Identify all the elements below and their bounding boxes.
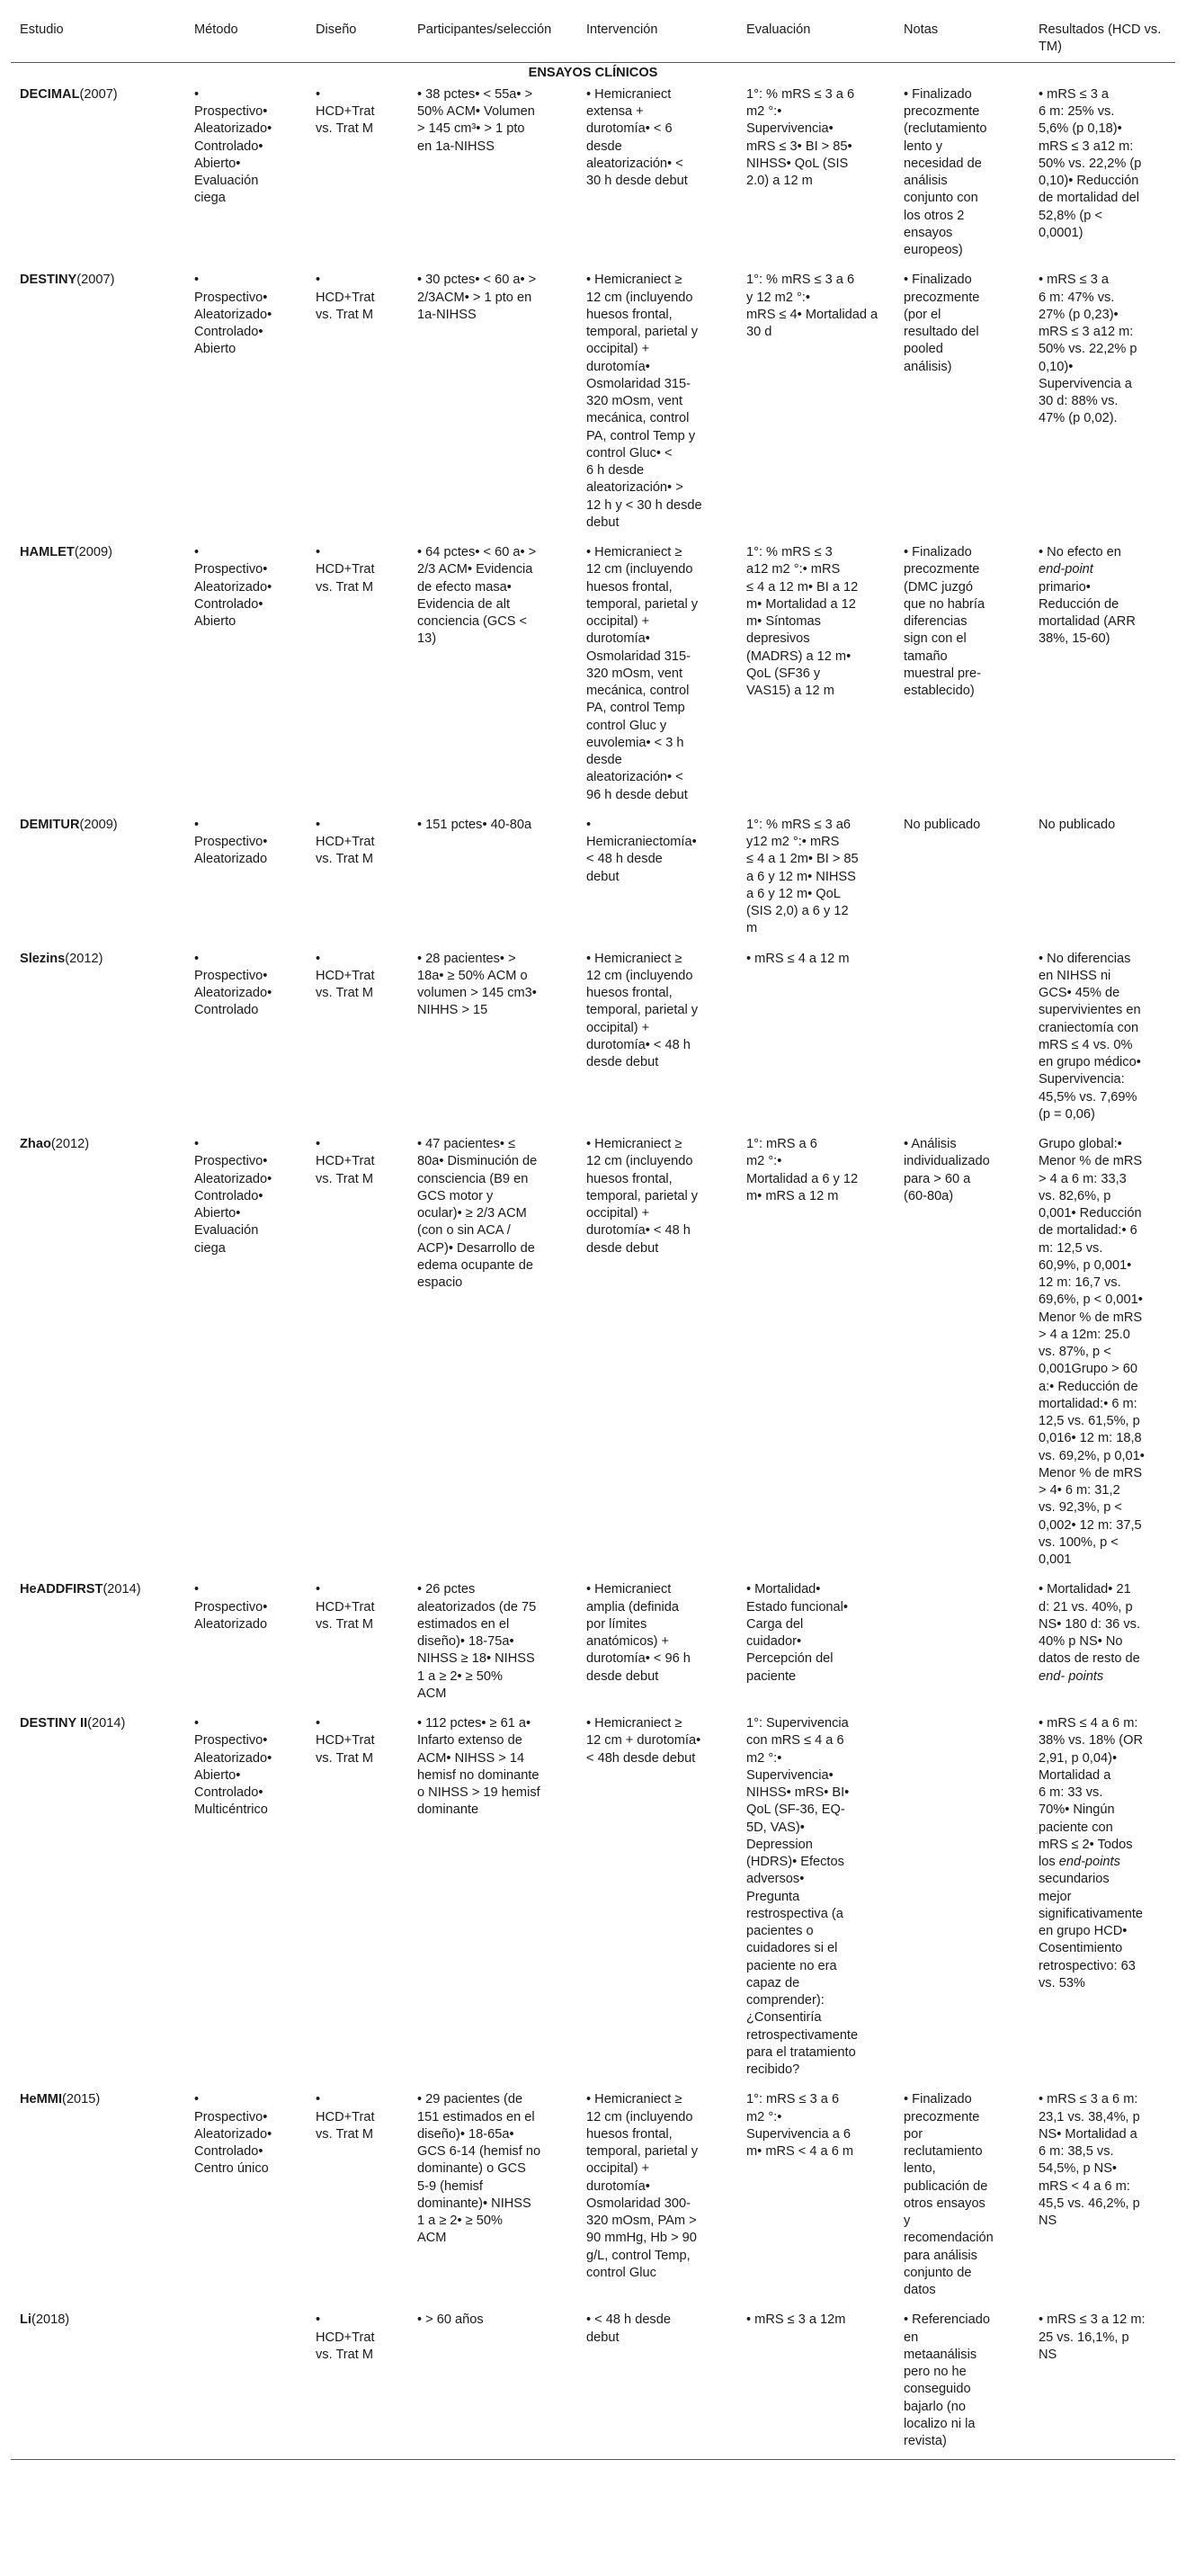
table-row bbox=[11, 541, 1175, 813]
table-row bbox=[11, 268, 1175, 541]
cell-participantes: • 29 pacientes (de 151 estimados en el diseño)• 18-65a• GCS 6-14 (hemisf no dominante) o GCS 5-9 (hemisf dominante)• NIHSS 1 a ≥ 2• ≥ 50% ACM bbox=[417, 2092, 541, 2246]
study-year: (2014) bbox=[87, 1716, 126, 1731]
cell-resultados: • mRS ≤ 3 a 6 m: 23,1 vs. 38,4%, p NS• Mortalidad a 6 m: 38,5 vs. 54,5%, p NS• mRS < 4 a 6 m: 45,5 vs. 46,2%, p NS bbox=[1039, 2092, 1140, 2228]
cell-diseno: • HCD+Trat vs. Trat M bbox=[316, 817, 375, 867]
cell-estudio bbox=[11, 83, 185, 269]
cell-estudio bbox=[11, 2308, 185, 2460]
cell-diseno: • HCD+Trat vs. Trat M bbox=[316, 545, 375, 595]
study-name: Zhao bbox=[20, 1137, 51, 1151]
study-name: HeADDFIRST bbox=[20, 1582, 103, 1597]
cell-evaluacion: 1°: % mRS ≤ 3 a12 m2 °:• mRS ≤ 4 a 12 m• BI a 12 m• Mortalidad a 12 m• Síntomas depresivos (MADRS) a 12 m• QoL (SF36 y VAS15) a 12 m bbox=[746, 545, 859, 698]
cell-metodo: • Prospectivo• Aleatorizado bbox=[194, 817, 268, 867]
study-year: (2015) bbox=[62, 2092, 101, 2107]
cell-metodo: • Prospectivo• Aleatorizado• Controlado• Abierto bbox=[194, 545, 272, 629]
cell-diseno: • HCD+Trat vs. Trat M bbox=[316, 2092, 375, 2142]
cell-resultados: No publicado bbox=[1039, 817, 1116, 832]
cell-evaluacion: 1°: % mRS ≤ 3 a 6 y 12 m2 °:• mRS ≤ 4• Mortalidad a 30 d bbox=[746, 273, 878, 339]
cell-participantes: • 47 pacientes• ≤ 80a• Disminución de consciencia (B9 en GCS motor y ocular)• ≥ 2/3 ACM (con o sin ACA / ACP)• Desarrollo de edema ocupante de espacio bbox=[417, 1137, 538, 1290]
cell-participantes: • 26 pctes aleatorizados (de 75 estimados en el diseño)• 18-75a• NIHSS ≥ 18• NIHSS 1 a ≥ 2• ≥ 50% ACM bbox=[417, 1582, 537, 1701]
header-diseno: Diseño bbox=[307, 14, 408, 62]
cell-resultados: • Mortalidad• 21 d: 21 vs. 40%, p NS• 180 d: 36 vs. 40% p NS• No datos de resto de end- points bbox=[1039, 1582, 1141, 1684]
cell-resultados: • mRS ≤ 3 a 6 m: 25% vs. 5,6% (p 0,18)• mRS ≤ 3 a12 m: 50% vs. 22,2% (p 0,10)• Reducción de mortalidad del 52,8% (p < 0,0001) bbox=[1039, 86, 1142, 240]
study-year: (2014) bbox=[103, 1582, 141, 1597]
study-name: HeMMI bbox=[20, 2092, 63, 2107]
study-year: (2012) bbox=[65, 951, 103, 966]
cell-metodo: • Prospectivo• Aleatorizado• Controlado• Centro único bbox=[194, 2092, 272, 2177]
study-year: (2009) bbox=[79, 817, 118, 832]
cell-evaluacion: • mRS ≤ 4 a 12 m bbox=[746, 951, 850, 966]
study-name: DESTINY bbox=[20, 273, 77, 288]
cell-resultados: • No diferencias en NIHSS ni GCS• 45% de supervivientes en craniectomía con mRS ≤ 4 vs. 0% en grupo médico• Supervivencia: 45,5% vs. 7,69% (p = 0,06) bbox=[1039, 951, 1141, 1122]
cell-participantes: • 151 pctes• 40-80a bbox=[417, 817, 532, 832]
cell-intervencion: • Hemicraniect ≥ 12 cm (incluyendo huesos frontal, temporal, parietal y occipital) + durotomía• < 48 h desde debut bbox=[586, 1137, 699, 1256]
study-name: Li bbox=[20, 2312, 31, 2328]
table-body bbox=[11, 62, 1175, 2460]
study-name: DEMITUR bbox=[20, 817, 80, 832]
study-name: Slezins bbox=[20, 951, 66, 966]
cell-notas bbox=[895, 1578, 1030, 1712]
cell-estudio bbox=[11, 947, 185, 1133]
study-name: DECIMAL bbox=[20, 86, 80, 102]
header-metodo: Método bbox=[185, 14, 307, 62]
cell-diseno: • HCD+Trat vs. Trat M bbox=[316, 273, 375, 322]
table-row bbox=[11, 813, 1175, 947]
header-evaluacion: Evaluación bbox=[737, 14, 895, 62]
cell-evaluacion: 1°: mRS ≤ 3 a 6 m2 °:• Supervivencia a 6 m• mRS < 4 a 6 m bbox=[746, 2092, 854, 2159]
cell-estudio bbox=[11, 268, 185, 541]
cell-notas: • Finalizado precozmente por reclutamiento lento, publicación de otros ensayos y recomendación para análisis conjunto de datos bbox=[904, 2092, 994, 2297]
cell-resultados: • No efecto en end-point primario• Reducción de mortalidad (ARR 38%, 15-60) bbox=[1039, 545, 1136, 647]
cell-metodo: • Prospectivo• Aleatorizado• Abierto• Controlado• Multicéntrico bbox=[194, 1716, 272, 1818]
cell-intervencion: • Hemicraniect ≥ 12 cm (incluyendo huesos frontal, temporal, parietal y occipital) + durotomía• < 48 h desde debut bbox=[586, 951, 699, 1069]
study-year: (2007) bbox=[76, 273, 115, 288]
cell-resultados: • mRS ≤ 3 a 6 m: 47% vs. 27% (p 0,23)• mRS ≤ 3 a12 m: 50% vs. 22,2% p 0,10)• Supervivencia a 30 d: 88% vs. 47% (p 0,02). bbox=[1039, 273, 1137, 426]
cell-intervencion: • Hemicraniect extensa + durotomía• < 6 desde aleatorización• < 30 h desde debut bbox=[586, 86, 688, 188]
cell-notas bbox=[895, 947, 1030, 1133]
study-name: DESTINY II bbox=[20, 1716, 88, 1731]
cell-intervencion: • < 48 h desde debut bbox=[577, 2308, 737, 2460]
cell-participantes: • 30 pctes• < 60 a• > 2/3ACM• > 1 pto en 1a-NIHSS bbox=[417, 273, 537, 322]
cell-notas: No publicado bbox=[904, 817, 981, 832]
cell-participantes: • 112 pctes• ≥ 61 a• Infarto extenso de ACM• NIHSS > 14 hemisf no dominante o NIHSS > 19 hemisf dominante bbox=[417, 1716, 540, 1818]
cell-intervencion: • Hemicraniect ≥ 12 cm (incluyendo huesos frontal, temporal, parietal y occipital) + durotomía• Osmolaridad 315- 320 mOsm, vent mecánica, control PA, control Temp control Gluc y euvolemia• < 3 h desde aleatorización• < 96 h desde debut bbox=[586, 545, 699, 802]
cell-evaluacion: 1°: mRS a 6 m2 °:• Mortalidad a 6 y 12 m• mRS a 12 m bbox=[746, 1137, 859, 1203]
cell-notas: • Finalizado precozmente (reclutamiento lento y necesidad de análisis conjunto con los otros 2 ensayos europeos) bbox=[904, 86, 987, 257]
cell-metodo: • Prospectivo• Aleatorizado• Controlado bbox=[194, 951, 272, 1018]
cell-estudio bbox=[11, 2088, 185, 2308]
header-resultados: Resultados (HCD vs. TM) bbox=[1030, 14, 1175, 62]
header-participantes: Participantes/selección bbox=[408, 14, 577, 62]
cell-metodo bbox=[185, 2308, 307, 2460]
section-row bbox=[11, 62, 1175, 83]
cell-resultados: • mRS ≤ 4 a 6 m: 38% vs. 18% (OR 2,91, p 0,04)• Mortalidad a 6 m: 33 vs. 70%• Ningún paciente con mRS ≤ 2• Todos los end-points secundarios mejor significativamente en grupo HCD• Cosentimiento retrospectivo: 63 vs. 53% bbox=[1039, 1716, 1143, 1990]
cell-intervencion: • Hemicraniect ≥ 12 cm + durotomía• < 48h desde debut bbox=[586, 1716, 701, 1766]
cell-diseno: • HCD+Trat vs. Trat M bbox=[316, 1582, 375, 1632]
cell-participantes: • 28 pacientes• > 18a• ≥ 50% ACM o volumen > 145 cm3• NIHHS > 15 bbox=[417, 951, 537, 1018]
clinical-trials-table bbox=[11, 14, 1175, 2460]
table-header bbox=[11, 14, 1175, 62]
cell-intervencion: • Hemicraniect ≥ 12 cm (incluyendo huesos frontal, temporal, parietal y occipital) + durotomía• Osmolaridad 300- 320 mOsm, PAm > 90 mmHg, Hb > 90 g/L, control Temp, control Gluc bbox=[586, 2092, 699, 2280]
cell-metodo: • Prospectivo• Aleatorizado• Controlado• Abierto• Evaluación ciega bbox=[194, 1137, 272, 1256]
cell-participantes: • 64 pctes• < 60 a• > 2/3 ACM• Evidencia de efecto masa• Evidencia de alt conciencia (GCS < 13) bbox=[417, 545, 537, 647]
cell-resultados: Grupo global:• Menor % de mRS > 4 a 6 m: 33,3 vs. 82,6%, p 0,001• Reducción de mortalidad:• 6 m: 12,5 vs. 60,9%, p 0,001• 12 m: 16,7 vs. 69,6%, p < 0,001• Menor % de mRS > 4 a 12m: 25.0 vs. 87%, p < 0,001Grupo > 60 a:• Reducción de mortalidad:• 6 m: 12,5 vs. 61,5%, p 0,016• 12 m: 18,8 vs. 69,2%, p 0,01• Menor % de mRS > 4• 6 m: 31,2 vs. 92,3%, p < 0,002• 12 m: 37,5 vs. 100%, p < 0,001 bbox=[1039, 1137, 1145, 1567]
cell-estudio bbox=[11, 1712, 185, 2088]
cell-notas: • Análisis individualizado para > 60 a (60-80a) bbox=[904, 1137, 990, 1203]
cell-metodo: • Prospectivo• Aleatorizado• Controlado• Abierto• Evaluación ciega bbox=[194, 86, 272, 206]
cell-participantes: • > 60 años bbox=[408, 2308, 577, 2460]
table-row bbox=[11, 947, 1175, 1133]
cell-diseno: • HCD+Trat vs. Trat M bbox=[307, 2308, 408, 2460]
cell-participantes: • 38 pctes• < 55a• > 50% ACM• Volumen > 145 cm³• > 1 pto en 1a-NIHSS bbox=[417, 86, 535, 154]
table-row bbox=[11, 1712, 1175, 2088]
cell-estudio bbox=[11, 813, 185, 947]
header-intervencion: Intervención bbox=[577, 14, 737, 62]
cell-notas: • Finalizado precozmente (por el resultado del pooled análisis) bbox=[904, 273, 980, 374]
study-year: (2018) bbox=[31, 2312, 70, 2328]
cell-evaluacion: • mRS ≤ 3 a 12m bbox=[737, 2308, 895, 2460]
cell-intervencion: • Hemicraniectomía• < 48 h desde debut bbox=[586, 817, 697, 884]
header-estudio: Estudio bbox=[11, 14, 185, 62]
cell-intervencion: • Hemicraniect ≥ 12 cm (incluyendo huesos frontal, temporal, parietal y occipital) + durotomía• Osmolaridad 315- 320 mOsm, vent mecánica, control PA, control Temp y control Gluc• < 6 h desde aleatorización• > 12 h y < 30 h desde debut bbox=[586, 273, 702, 530]
table-row bbox=[11, 1132, 1175, 1578]
cell-notas bbox=[895, 1712, 1030, 2088]
study-year: (2012) bbox=[50, 1137, 90, 1151]
cell-resultados: • mRS ≤ 3 a 12 m: 25 vs. 16,1%, p NS bbox=[1030, 2308, 1175, 2460]
cell-metodo: • Prospectivo• Aleatorizado• Controlado• Abierto bbox=[194, 273, 272, 357]
cell-estudio bbox=[11, 1132, 185, 1578]
cell-diseno: • HCD+Trat vs. Trat M bbox=[316, 951, 375, 1000]
cell-evaluacion: 1°: % mRS ≤ 3 a6 y12 m2 °:• mRS ≤ 4 a 1 2m• BI > 85 a 6 y 12 m• NIHSS a 6 y 12 m• QoL (SIS 2,0) a 6 y 12 m bbox=[746, 817, 859, 936]
table-row bbox=[11, 2308, 1175, 2460]
table-row bbox=[11, 2088, 1175, 2308]
table-row bbox=[11, 83, 1175, 269]
study-year: (2009) bbox=[74, 545, 112, 559]
cell-metodo: • Prospectivo• Aleatorizado bbox=[194, 1582, 268, 1632]
cell-estudio bbox=[11, 1578, 185, 1712]
table-row bbox=[11, 1578, 1175, 1712]
header-notas: Notas bbox=[895, 14, 1030, 62]
cell-diseno: • HCD+Trat vs. Trat M bbox=[316, 1137, 375, 1186]
cell-notas: • Finalizado precozmente (DMC juzgó que no habría diferencias sign con el tamaño muestral pre- establecido) bbox=[904, 545, 985, 698]
cell-evaluacion: 1°: % mRS ≤ 3 a 6 m2 °:• Supervivencia• mRS ≤ 3• BI > 85• NIHSS• QoL (SIS 2.0) a 12 m bbox=[746, 86, 855, 188]
cell-notas: • Referenciado en metaanálisis pero no he conseguido bajarlo (no localizo ni la revista) bbox=[895, 2308, 1030, 2460]
section-title: ENSAYOS CLÍNICOS bbox=[528, 65, 658, 80]
study-year: (2007) bbox=[79, 86, 118, 102]
cell-evaluacion: 1°: Supervivencia con mRS ≤ 4 a 6 m2 °:• Supervivencia• NIHSS• mRS• BI• QoL (SF-36, EQ- 5D, VAS)• Depression (HDRS)• Efectos adversos• Pregunta restrospectiva (a pacientes o cuidadores si el paciente no era capaz de comprender): ¿Consentiría retrospectivamente para el tratamiento recibido? bbox=[746, 1716, 859, 2077]
cell-evaluacion: • Mortalidad• Estado funcional• Carga del cuidador• Percepción del paciente bbox=[746, 1582, 849, 1684]
cell-estudio bbox=[11, 541, 185, 813]
cell-intervencion: • Hemicraniect amplia (definida por límites anatómicos) + durotomía• < 96 h desde debut bbox=[586, 1582, 691, 1684]
cell-diseno: • HCD+Trat vs. Trat M bbox=[316, 1716, 375, 1766]
study-name: HAMLET bbox=[20, 545, 75, 559]
cell-diseno: • HCD+Trat vs. Trat M bbox=[316, 86, 375, 137]
